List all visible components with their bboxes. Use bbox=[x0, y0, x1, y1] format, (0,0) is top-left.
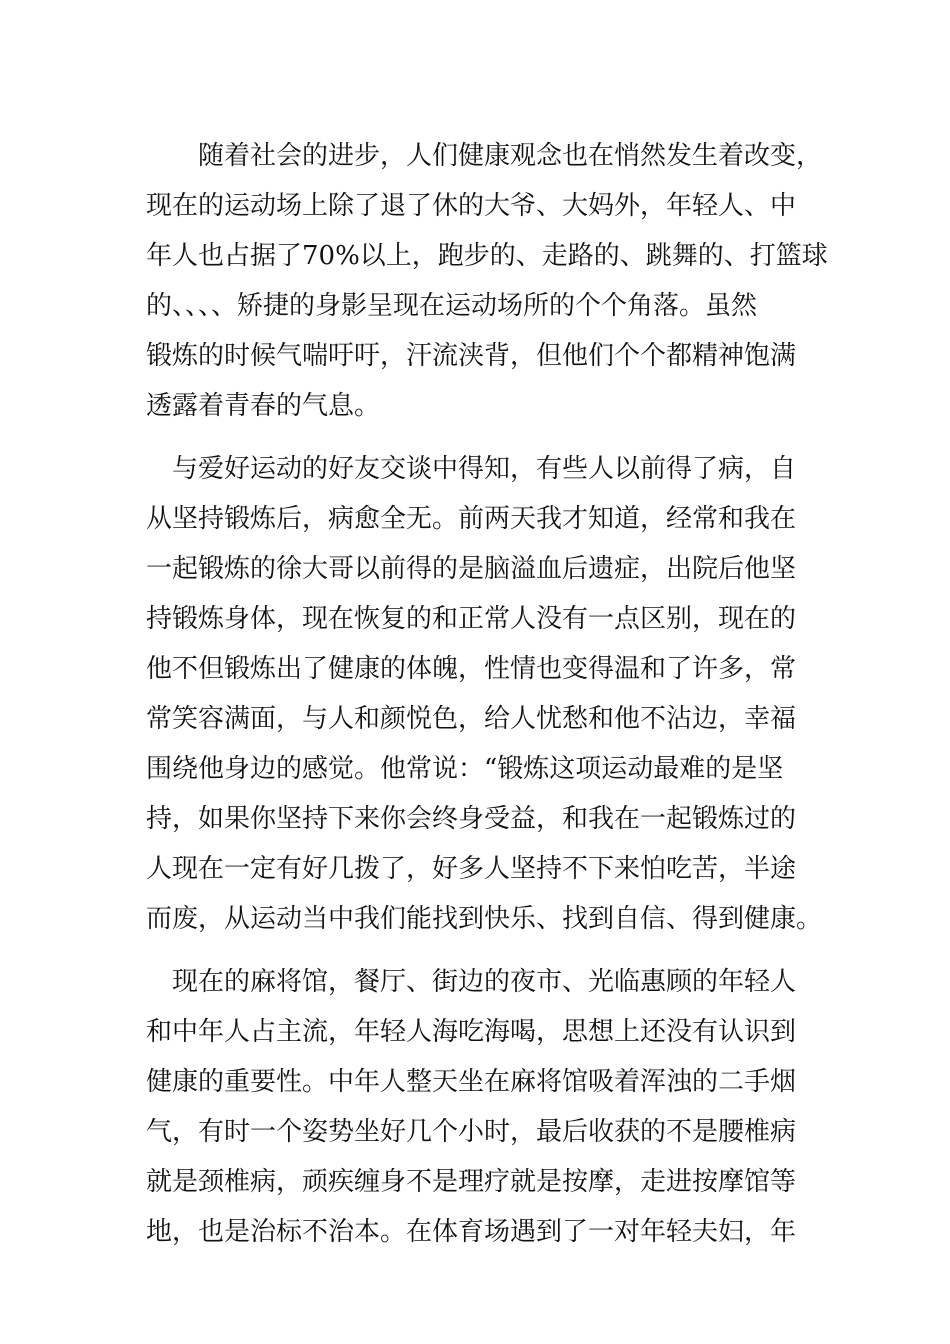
text-line: 持，如果你坚持下来你会终身受益，和我在一起锻炼过的 bbox=[146, 804, 797, 834]
text-line: 现在的麻将馆，餐厅、街边的夜市、光临惠顾的年轻人 bbox=[146, 967, 797, 997]
text-line: 透露着青春的气息。 bbox=[146, 391, 381, 421]
text-line: 气，有时一个姿势坐好几个小时，最后收获的不是腰椎病 bbox=[146, 1117, 797, 1147]
text-line: 常笑容满面，与人和颜悦色，给人忧愁和他不沾边，幸福 bbox=[146, 704, 797, 734]
paragraph bbox=[146, 444, 823, 944]
text-line: 一起锻炼的徐大哥以前得的是脑溢血后遗症，出院后他坚 bbox=[146, 554, 797, 584]
text-line: 围绕他身边的感觉。他常说：“锻炼这项运动最难的是坚 bbox=[146, 754, 784, 784]
text-line: 就是颈椎病，顽疾缠身不是理疗就是按摩，走进按摩馆等 bbox=[146, 1167, 797, 1197]
text-line: 持锻炼身体，现在恢复的和正常人没有一点区别，现在的 bbox=[146, 604, 797, 634]
text-line: 健康的重要性。中年人整天坐在麻将馆吸着浑浊的二手烟 bbox=[146, 1067, 797, 1097]
text-line: 的、、、、矫捷的身影呈现在运动场所的个个角落。虽然 bbox=[146, 291, 758, 321]
text-line: 地，也是治标不治本。在体育场遇到了一对年轻夫妇，年 bbox=[146, 1217, 797, 1247]
text-line: 而废，从运动当中我们能找到快乐、找到自信、得到健康。 bbox=[146, 904, 823, 934]
document-body bbox=[146, 131, 828, 1257]
text-line: 随着社会的进步，人们健康观念也在悄然发生着改变， bbox=[146, 141, 823, 171]
paragraph-spacer bbox=[146, 431, 818, 444]
text-line: 人现在一定有好几拨了，好多人坚持不下来怕吃苦，半途 bbox=[146, 854, 797, 884]
text-line: 和中年人占主流，年轻人海吃海喝，思想上还没有认识到 bbox=[146, 1017, 797, 1047]
text-line: 从坚持锻炼后，病愈全无。前两天我才知道，经常和我在 bbox=[146, 504, 797, 534]
paragraph bbox=[146, 131, 828, 431]
paragraph-spacer bbox=[146, 944, 818, 957]
text-line: 年人也占据了70%以上，跑步的、走路的、跳舞的、打篮球 bbox=[146, 241, 828, 271]
text-line: 现在的运动场上除了退了休的大爷、大妈外，年轻人、中 bbox=[146, 191, 797, 221]
text-line: 他不但锻炼出了健康的体魄，性情也变得温和了许多，常 bbox=[146, 654, 797, 684]
text-line: 与爱好运动的好友交谈中得知，有些人以前得了病，自 bbox=[146, 454, 797, 484]
text-line: 锻炼的时候气喘吁吁，汗流浃背，但他们个个都精神饱满 bbox=[146, 341, 797, 371]
paragraph bbox=[146, 957, 818, 1257]
